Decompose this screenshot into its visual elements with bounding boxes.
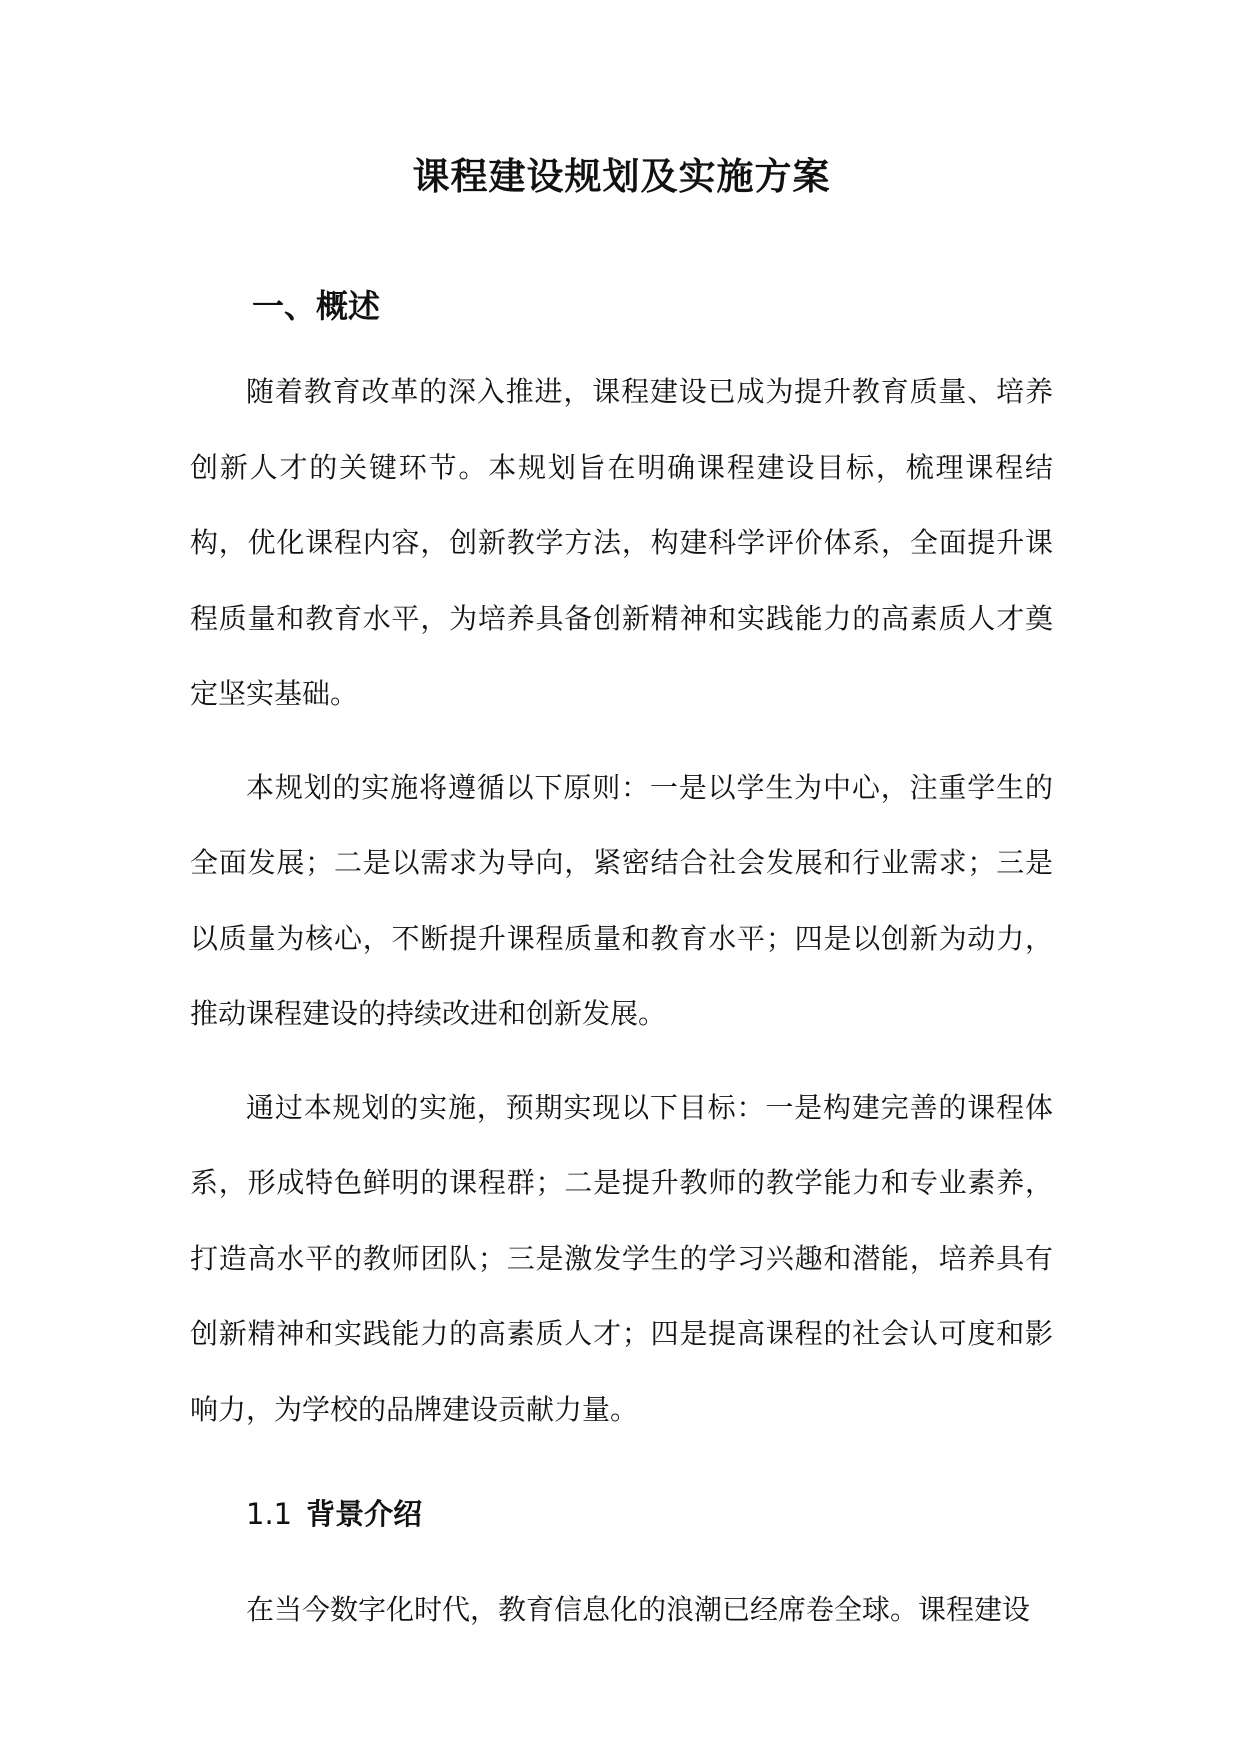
overview-paragraph-3: 通过本规划的实施，预期实现以下目标：一是构建完善的课程体系，形成特色鲜明的课程群；二是提升教师的教学能力和专业素养，打造高水平的教师团队；三是激发学生的学习兴趣和潜能，培养具有创新精神和实践能力的高素质人才；四是提高课程的社会认可度和影响力，为学校的品牌建设贡献力量。 [190, 1090, 1053, 1426]
document-title: 课程建设规划及实施方案 [412, 154, 831, 198]
section-heading-overview: 一、概述 [252, 287, 381, 325]
subsection-title: 背景介绍 [306, 1497, 423, 1531]
background-paragraph-1: 在当今数字化时代，教育信息化的浪潮已经席卷全球。课程建设 [246, 1593, 1031, 1626]
subsection-number: 1.1 [246, 1497, 293, 1531]
overview-paragraph-1: 随着教育改革的深入推进，课程建设已成为提升教育质量、培养创新人才的关键环节。本规划旨在明确课程建设目标，梳理课程结构，优化课程内容，创新教学方法，构建科学评价体系，全面提升课程质量和教育水平，为培养具备创新精神和实践能力的高素质人才奠定坚实基础。 [190, 375, 1053, 710]
overview-paragraph-2: 本规划的实施将遵循以下原则：一是以学生为中心，注重学生的全面发展；二是以需求为导向，紧密结合社会发展和行业需求；三是以质量为核心，不断提升课程质量和教育水平；四是以创新为动力，推动课程建设的持续改进和创新发展。 [190, 770, 1053, 1030]
subsection-heading-background [190, 1477, 1053, 1552]
